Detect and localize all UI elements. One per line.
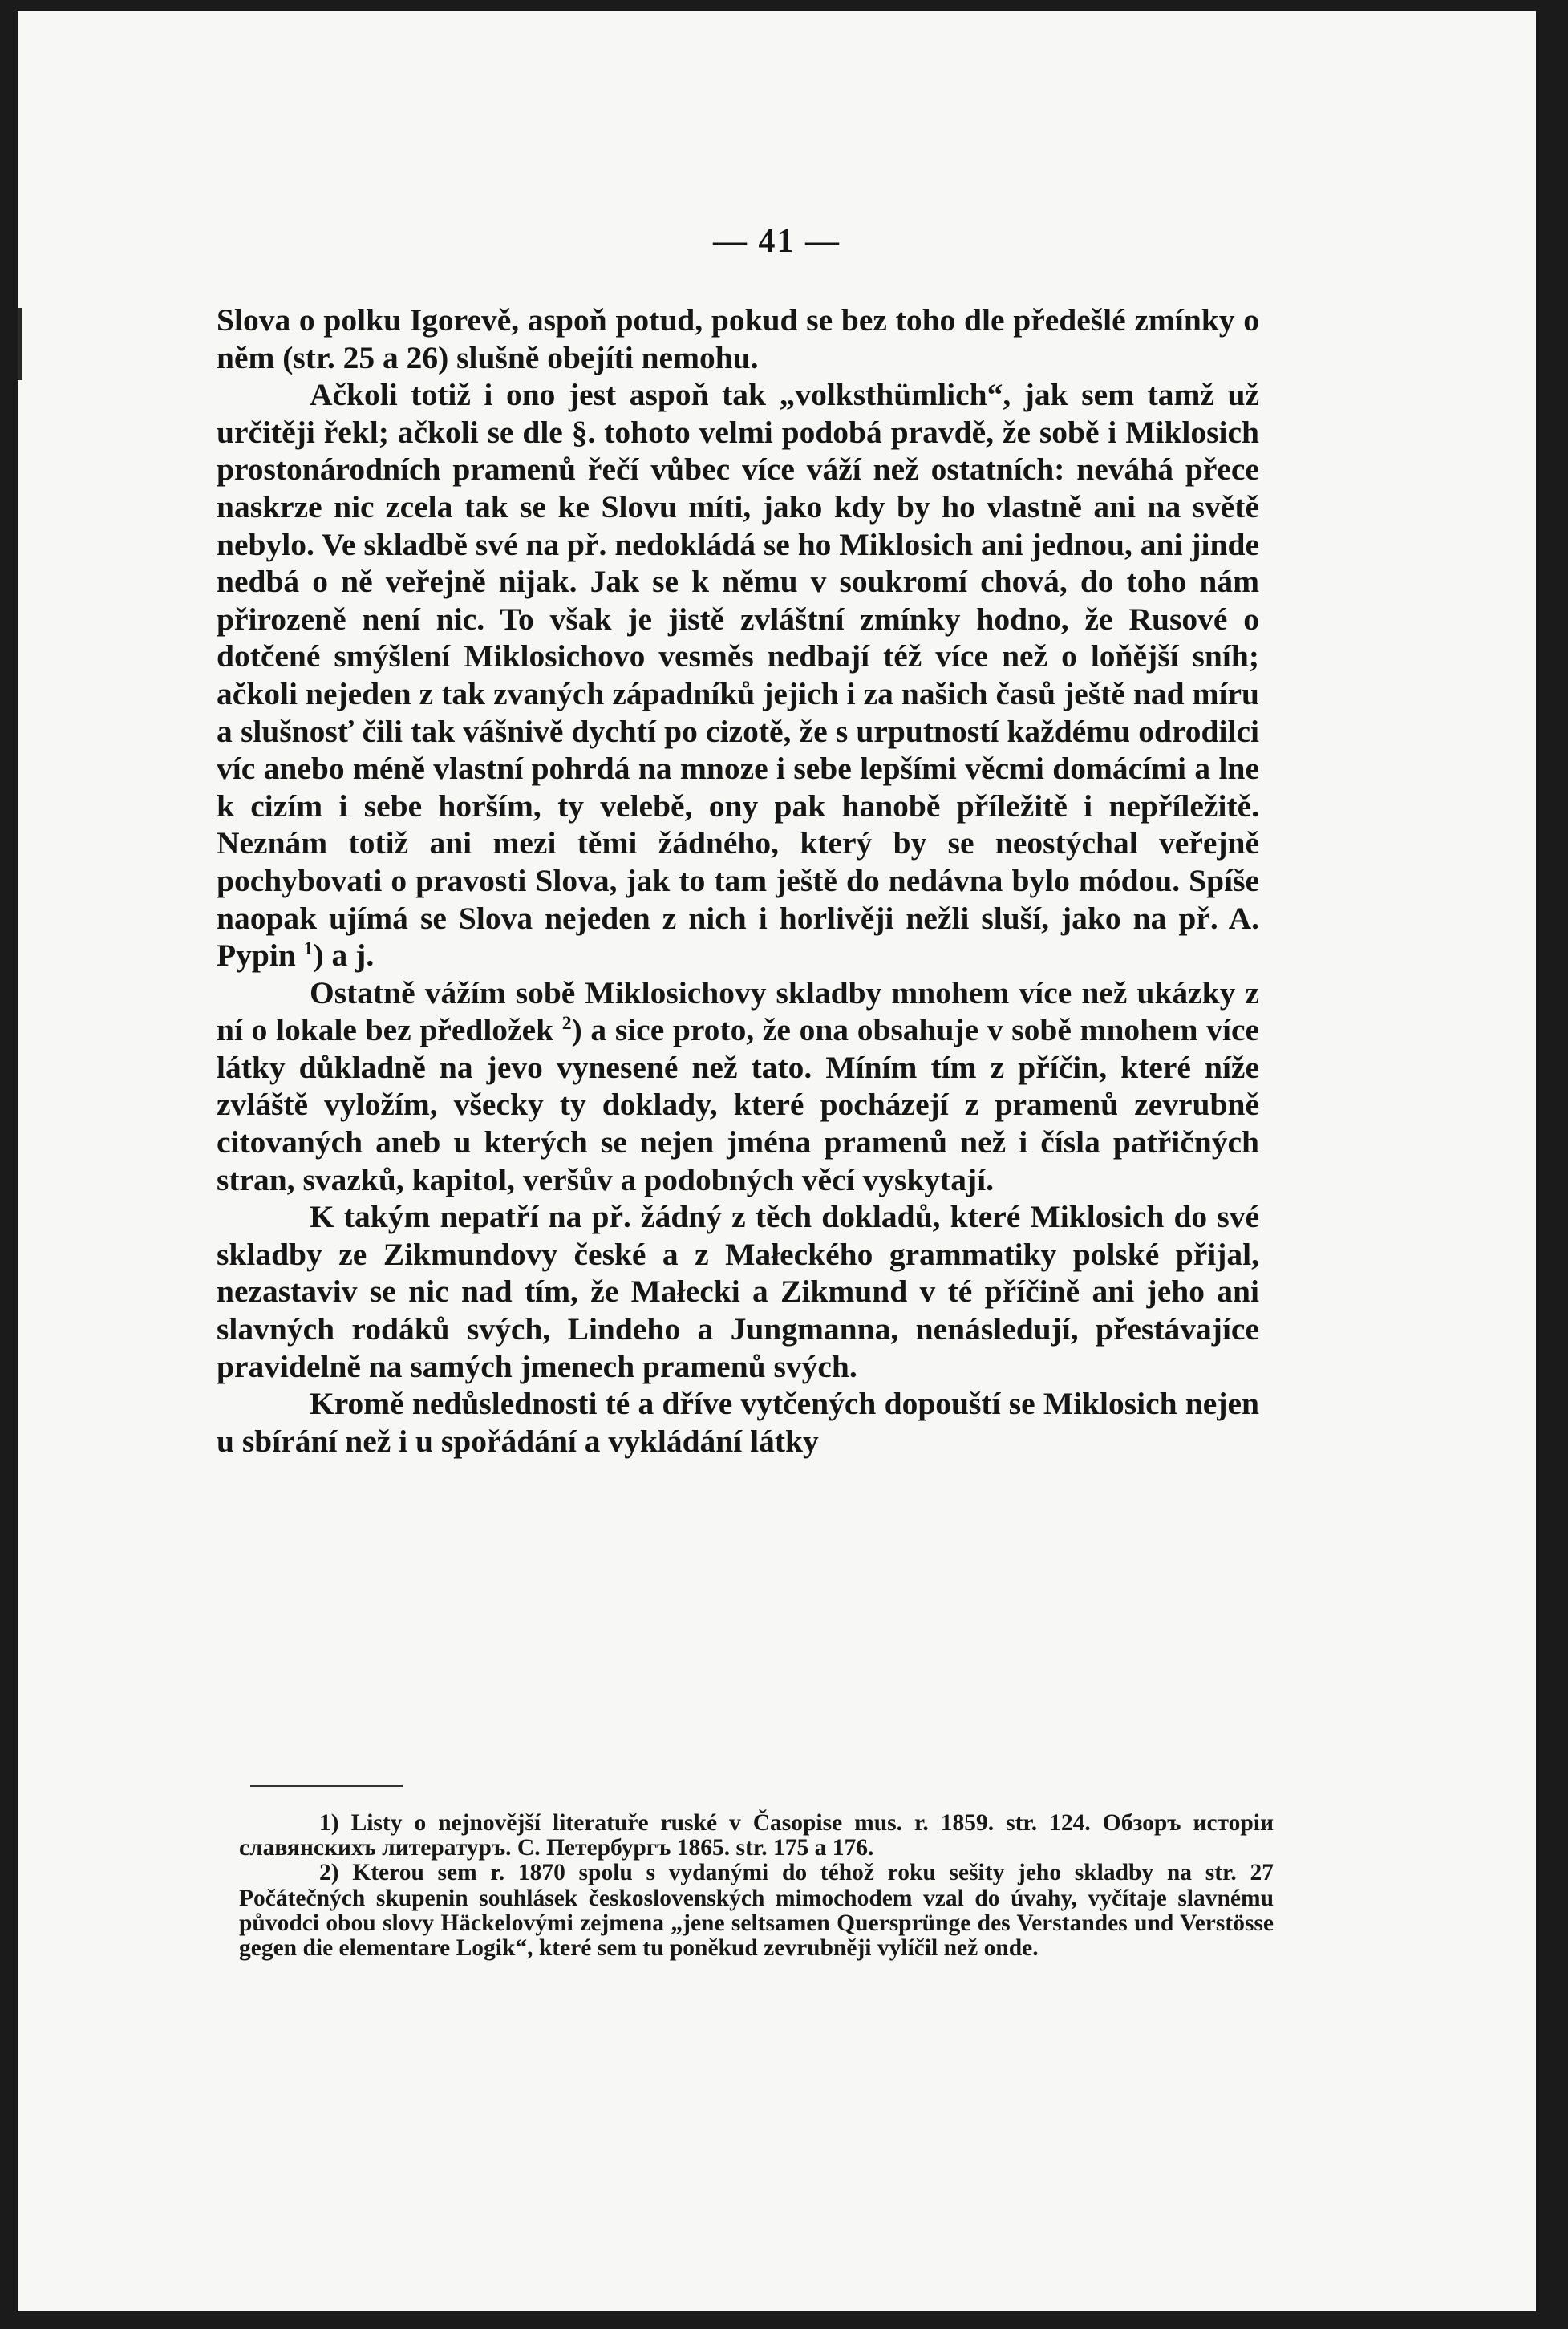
paragraph-5: Kromě nedůslednosti té a dříve vytčených dopouští se Miklosich nejen u sbírání než i u spořádání a vykládání látky [217,1386,1259,1459]
book-page [18,11,1536,2311]
paragraph-4: K takým nepatří na př. žádný z těch dokladů, které Miklosich do své skladby ze Zikmundovy české a z Małeckého grammatiky polské přijal, nezastaviv se nic nad tím, že Małecki a Zikmund v té příčině ani jeho ani slavných rodáků svých, Lindeho a Jungmanna, nenásledují, přestávajíce pravidelně na samých jmenech pramenů svých. [217,1199,1259,1384]
footnote-divider [250,1785,403,1787]
page-edge-mark [18,308,22,380]
paragraph-1: Slova o polku Igorevě, aspoň potud, pokud se bez toho dle předešlé zmínky o něm (str. 25 a 26) slušně obejíti nemohu. [217,302,1259,375]
footnote-1-marker: 1) [319,1810,339,1836]
footnote-1: 1) Listy o nejnovější literatuře ruské v Časopise mus. r. 1859. str. 124. Обзоръ исторіи славянскихъ литературъ. С. Петербургъ 1865. str. 175 a 176. [239,1810,1274,1861]
paragraph-2: Ačkoli totiž i ono jest aspoň tak „volksthümlich“, jak sem tamž už určitěji řekl; ačkoli se dle §. tohoto velmi podobá pravdě, že sobě i Miklosich prostonárodních pramenů řečí vůbec více váží než ostatních: neváhá přece naskrze nic zcela tak se ke Slovu míti, jako kdy by ho vlastně ani na světě nebylo. Ve skladbě své na př. nedokládá se ho Miklosich ani jednou, ani jinde nedbá o ně veřejně nijak. Jak se k němu v soukromí chová, do toho nám přirozeně není nic. To však je jistě zvláštní zmínky hodno, že Rusové o dotčené smýšlení Miklosichovo vesměs nedbají též více než o loňější sníh; ačkoli nejeden z tak zvaných západníků jejich i za našich časů ještě nad míru a slušnosť čili tak vášnivě dychtí po cizotě, že s urputností každému odrodilci víc anebo méně vlastní pohrdá na mnoze i sebe lepšími věcmi domácími a lne k cizím i sebe horším, ty velebě, ony pak hanobě příležitě i nepříležitě. Neznám totiž ani mezi těmi žádného, který by se neostýchal veřejně pochybovati o pravosti Slova, jak to tam ještě do nedávna bylo módou. Spíše naopak ujímá se Slova nejeden z nich i horlivěji nežli sluší, jako na př. A. Pypin $^1$) a j. [217,377,1259,974]
page-number: — 41 — [713,223,841,260]
footnotes [239,1811,1274,1961]
footnote-2: 2) Kterou sem r. 1870 spolu s vydanými do téhož roku sešity jeho skladby na str. 27 Počátečných skupenin souhlásek československých mimochodem vzal do úvahy, vyčítaje slavnému původci obou slovy Häckelovými zejmena „jene seltsamen Quersprünge des Verstandes und Verstösse gegen die elementare Logik“, které sem tu poněkud zevrubněji vylíčil než onde. [239,1860,1274,1962]
paragraph-3: Ostatně vážím sobě Miklosichovy skladby mnohem více než ukázky z ní o lokale bez předložek $^2$) a sice proto, že ona obsahuje v sobě mnohem více látky důkladně na jevo vynesené než tato. Míním tím z příčin, které níže zvláště vyložím, všecky ty doklady, které pocházejí z pramenů zevrubně citovaných aneb u kterých se nejen jména pramenů než i čísla patřičných stran, svazků, kapitol, veršův a podobných věcí vyskytají. [217,974,1260,1197]
main-text [217,302,1259,1460]
footnote-ref-2: 2 [561,1013,572,1035]
footnote-ref-1: 1 [303,938,314,959]
footnote-2-marker: 2) [319,1860,339,1886]
